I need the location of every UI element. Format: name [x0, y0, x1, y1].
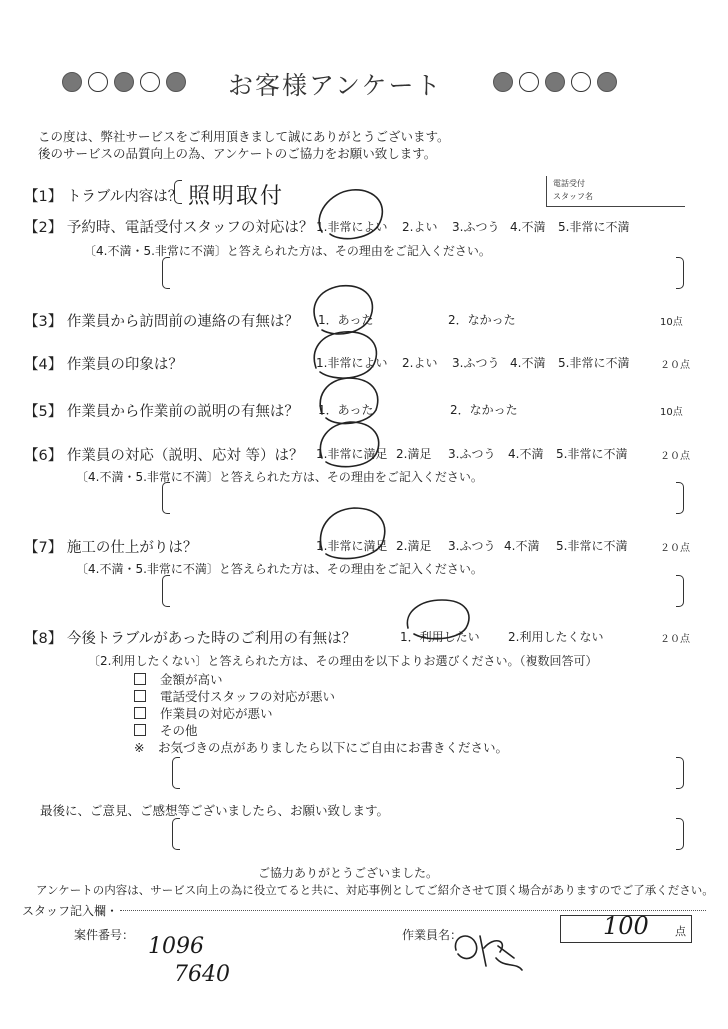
intro-line-1: この度は、弊社サービスをご利用頂きまして誠にありがとうございます。 [38, 129, 450, 144]
circle-icon [88, 72, 108, 92]
circle-icon [114, 72, 134, 92]
checkbox[interactable] [134, 690, 146, 702]
comment-bracket-right [676, 257, 684, 289]
header-circles-left [62, 72, 186, 92]
checkbox[interactable] [134, 707, 146, 719]
intro-line-2: 後のサービスの品質向上の為、アンケートのご協力をお願い致します。 [38, 146, 437, 161]
question-8-options [400, 628, 603, 645]
circle-icon [545, 72, 565, 92]
comment-bracket-left [172, 818, 180, 850]
option[interactable]: 1．あった [318, 403, 374, 417]
points-label: ２０点 [660, 634, 690, 645]
option[interactable]: 1．利用したい [400, 630, 480, 644]
circle-icon [140, 72, 160, 92]
score-value: 100 [603, 912, 649, 940]
circle-icon [62, 72, 82, 92]
option[interactable]: 1.非常に満足 [316, 539, 388, 553]
question-7-note: 〔4.不満・5.非常に不満〕と答えられた方は、その理由をご記入ください。 [76, 562, 483, 576]
circle-icon [166, 72, 186, 92]
staff-box [546, 176, 685, 207]
free-comment-prompt [134, 738, 508, 756]
option[interactable]: 3.ふつう [452, 356, 500, 370]
option[interactable]: 2．なかった [448, 313, 516, 327]
staff-signature [455, 936, 522, 970]
circle-icon [571, 72, 591, 92]
answer-bracket-left [174, 180, 182, 204]
divider [120, 910, 706, 911]
staff-box-staff-name: スタッフ名 [553, 192, 593, 201]
notice-text: アンケートの内容は、サービス向上の為に役立てると共に、対応事例としてご紹介させて頂く場合がありますのでご了承ください。 [36, 883, 714, 897]
comment-bracket-left [162, 257, 170, 289]
comment-bracket-left [162, 482, 170, 514]
reason-item[interactable] [134, 670, 223, 688]
option[interactable]: 4.不満 [510, 220, 546, 234]
option[interactable]: 3.ふつう [452, 220, 500, 234]
option[interactable]: 2.よい [402, 220, 438, 234]
closing-text: 最後に、ご意見、ご感想等ございましたら、お願い致します。 [40, 803, 390, 818]
question-3-options [318, 311, 516, 328]
points-label: ２０点 [660, 543, 690, 554]
option[interactable]: 2.利用したくない [508, 630, 604, 644]
comment-bracket-right [676, 818, 684, 850]
option[interactable]: 4.不満 [504, 539, 540, 553]
points-label: 10点 [660, 407, 683, 418]
reason-label: 作業員の対応が悪い [160, 706, 273, 721]
question-8-label: 【8】 今後トラブルがあった時のご利用の有無は？ [24, 631, 357, 647]
question-7-label: 【7】 施工の仕上がりは？ [24, 540, 198, 556]
header-circles-right [493, 72, 617, 92]
option[interactable]: 3.ふつう [448, 447, 496, 461]
staff-box-reception: 電話受付 [553, 179, 585, 188]
option[interactable]: 2.満足 [396, 539, 432, 553]
option[interactable]: 5.非常に不満 [558, 220, 630, 234]
score-unit: 点 [675, 925, 686, 938]
question-2-note: 〔4.不満・5.非常に不満〕と答えられた方は、その理由をご記入ください。 [84, 244, 491, 258]
question-2-options [316, 218, 629, 235]
case-number-line-1: 1096 [148, 934, 204, 959]
option[interactable]: 1.非常によい [316, 220, 388, 234]
comment-bracket-left [162, 575, 170, 607]
reason-label: その他 [160, 723, 198, 738]
thanks-text: ご協力ありがとうございました。 [258, 866, 439, 880]
points-label: ２０点 [660, 360, 690, 371]
score-box [560, 912, 692, 943]
comment-bracket-right [676, 575, 684, 607]
case-number-line-2: 7640 [174, 962, 230, 987]
option[interactable]: 5.非常に不満 [556, 539, 628, 553]
circle-icon [519, 72, 539, 92]
circle-icon [493, 72, 513, 92]
points-label: 10点 [660, 317, 683, 328]
comment-bracket-right [676, 757, 684, 789]
question-3-label: 【3】 作業員から訪問前の連絡の有無は？ [24, 314, 299, 330]
question-5-label: 【5】 作業員から作業前の説明の有無は？ [24, 404, 299, 420]
question-8-note: 〔2.利用したくない〕と答えられた方は、その理由を以下よりお選びください。（複数回答可） [88, 654, 598, 668]
option[interactable]: 5.非常に不満 [558, 356, 630, 370]
option[interactable]: 5.非常に不満 [556, 447, 628, 461]
staff-entry-label: スタッフ記入欄・ [22, 904, 119, 918]
trouble-content-answer: 照明取付 [188, 184, 285, 209]
question-6-label: 【6】 作業員の対応（説明、応対 等）は？ [24, 448, 304, 464]
case-number-label: 案件番号： [74, 928, 135, 942]
reason-item[interactable] [134, 704, 273, 722]
asterisk-mark: ※ [134, 740, 145, 755]
free-comment-label: お気づきの点がありましたら以下にご自由にお書きください。 [158, 740, 509, 755]
question-4-options [316, 354, 629, 371]
option[interactable]: 1.非常によい [316, 356, 388, 370]
comment-bracket-right [676, 482, 684, 514]
question-2-label: 【2】 予約時、電話受付スタッフの対応は？ [24, 220, 314, 236]
option[interactable]: 2．なかった [450, 403, 518, 417]
question-1-label: 【1】 トラブル内容は？ [24, 189, 183, 205]
question-5-options [318, 401, 518, 418]
worker-name-label: 作業員名： [402, 928, 463, 942]
points-label: ２０点 [660, 451, 690, 462]
checkbox[interactable] [134, 724, 146, 736]
reason-label: 電話受付スタッフの対応が悪い [160, 689, 336, 704]
reason-label: 金額が高い [160, 672, 223, 687]
circle-icon [597, 72, 617, 92]
checkbox[interactable] [134, 673, 146, 685]
option[interactable]: 1．あった [318, 313, 374, 327]
option[interactable]: 3.ふつう [448, 539, 496, 553]
option[interactable]: 4.不満 [510, 356, 546, 370]
reason-item[interactable] [134, 721, 198, 739]
page-title: お客様アンケート [228, 71, 443, 100]
option[interactable]: 2.よい [402, 356, 438, 370]
option[interactable]: 2.満足 [396, 447, 432, 461]
question-4-label: 【4】 作業員の印象は？ [24, 357, 183, 373]
question-6-options [316, 445, 627, 462]
question-7-options [316, 537, 627, 554]
option[interactable]: 4.不満 [508, 447, 544, 461]
reason-item[interactable] [134, 687, 335, 705]
comment-bracket-left [172, 757, 180, 789]
question-6-note: 〔4.不満・5.非常に不満〕と答えられた方は、その理由をご記入ください。 [76, 470, 483, 484]
option[interactable]: 1.非常に満足 [316, 447, 388, 461]
